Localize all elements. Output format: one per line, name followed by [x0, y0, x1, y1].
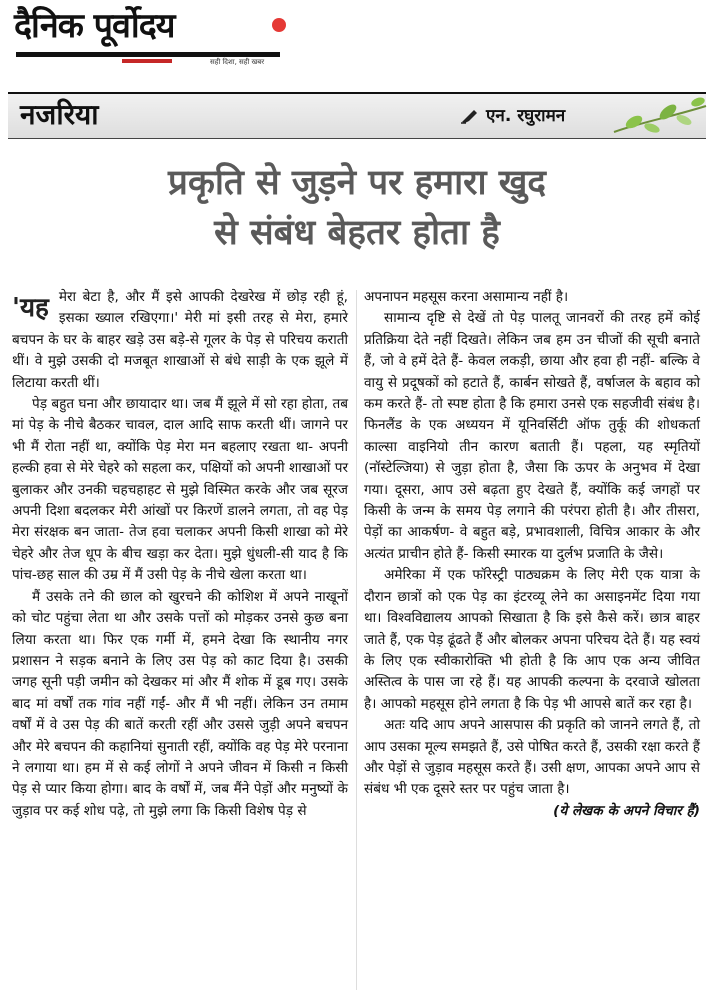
paragraph: अपनापन महसूस करना असामान्य नहीं है। [364, 289, 569, 305]
article-column-left [12, 287, 348, 822]
headline-line-1: प्रकृति से जुड़ने पर हमारा खुद [168, 162, 546, 203]
newspaper-brand: दैनिक पूर्वोदय [14, 6, 175, 46]
paragraph: पेड़ बहुत घना और छायादार था। जब मैं झूले में सो रहा होता, तब मां पेड़ के नीचे बैठकर चावल, दाल आदि साफ करती थीं। जागने पर भी मैं रोता नहीं था, क्योंकि पेड़ मेरा मन बहलाए रखता था- अपनी हल्की हवा से मेरे चेहरे को सहला कर, पक्षियों को अपनी शाखाओं पर बुलाकर और उनकी चहचहाहट से मुझे विस्मित करके और जब सूरज अपनी दिशा बदलकर मेरी आंखों पर किरणें डालने लगता, तो वह पेड़ मेरा संरक्षक बन जाता- तेज हवा चलाकर अपनी किसी शाखा को मेरे चेहरे और तेज धूप के बीच खड़ा कर देता। मुझे धुंधली-सी याद है कि पांच-छह साल की उम्र में मैं उसी पेड़ के नीचे खेला करता था। [12, 396, 348, 584]
article-column-right [364, 287, 700, 822]
column-divider [356, 290, 357, 990]
paragraph: 'यह मेरा बेटा है, और मैं इसे आपकी देखरेख में छोड़ रही हूं, इसका ख्याल रखिएगा।' मेरी मां इसी तरह से मेरा, हमारे बचपन के घर के बाहर खड़े उस बड़े-से गूलर के पेड़ से परिचय कराती थीं। वे मुझे उसकी दो मजबूत शाखाओं से बंधे साड़ी के एक झूले में लिटाया करती थीं। [12, 289, 348, 391]
paragraph: सामान्य दृष्टि से देखें तो पेड़ पालतू जानवरों की तरह हमें कोई प्रतिक्रिया देते नहीं दिखते। लेकिन जब हम उन चीजों की सूची बनाते हैं, जो वे हमें देते हैं- केवल लकड़ी, छाया और हवा ही नहीं- बल्कि वे वायु से प्रदूषकों को हटाते हैं, कार्बन सोखते हैं, वर्षाजल के बहाव को कम करते हैं- तो स्पष्ट होता है कि हमारा उनसे एक सहजीवी संबंध है। फिनलैंड के एक अध्ययन में यूनिवर्सिटी ऑफ तुर्कू की शोधकर्ता काल्सा वाइनियो तीन कारण बताती हैं। पहला, यह स्मृतियों (नॉस्टेल्जिया) से जुड़ा होता है, जैसा कि ऊपर के अनुभव में देखा गया। दूसरा, आप उसे बढ़ता हुए देखते हैं, क्योंकि कई जगहों पर किसी के जन्म के समय पेड़ लगाने की परंपरा होती है। और तीसरा, पेड़ों का आकर्षण- वे बहुत बड़े, प्रभावशाली, विचित्र आकार के और अत्यंत प्राचीन होते हैं- किसी स्मारक या दुर्लभ प्रजाति के जैसे। [364, 310, 700, 562]
brand-dot-icon [272, 18, 286, 32]
paragraph: मैं उसके तने की छाल को खुरचने की कोशिश में अपने नाखूनों को चोट पहुंचा लेता था और उसके पत्तों को मोड़कर उनसे कुछ बना लिया करता था। फिर एक गर्मी में, हमने देखा कि स्थानीय नगर प्रशासन ने सड़क बनाने के लिए उस पेड़ को काट दिया है। उसकी जगह सूनी पड़ी जमीन को देखकर मां और मैं शोक में डूब गए। उसके बाद मां वर्षों तक गांव नहीं गईं- और मैं भी नहीं। लेकिन उन तमाम वर्षों में वे उस पेड़ की बातें करती रहीं और उससे जुड़ी अपने बचपन और मेरे बचपन की कहानियां सुनाती रहीं, क्योंकि वह पेड़ मेरे परनाना ने लगाया था। हम में से कई लोगों ने अपने जीवन में किसी न किसी पेड़ से प्यार किया होगा। बाद के वर्षों में, जब मैंने पेड़ों और मनुष्यों के जुड़ाव पर कई शोध पढ़े, तो मुझे लगा कि किसी विशेष पेड़ से [12, 588, 348, 819]
brand-red-strip [122, 59, 172, 63]
paragraph: अतः यदि आप अपने आसपास की प्रकृति को जानने लगते हैं, तो आप उसका मूल्य समझते हैं, उसे पोषित करते हैं, उसकी रक्षा करते हैं और पेड़ों से जुड़ाव महसूस करते हैं। उसी क्षण, आपका अपने आप से संबंध भी एक दूसरे स्तर पर पहुंच जाता है। [364, 717, 700, 798]
headline-line-2: से संबंध बेहतर होता है [214, 212, 500, 253]
author-disclaimer: (ये लेखक के अपने विचार हैं) [553, 802, 700, 819]
paragraph: अमेरिका में एक फॉरेस्ट्री पाठ्यक्रम के लिए मेरी एक यात्रा के दौरान छात्रों को एक पेड़ का इंटरव्यू लेने का असाइनमेंट दिया गया था। विश्वविद्यालय आपको सिखाता है कि इसे कैसे करें। छात्र बाहर जाते हैं, एक पेड़ ढूंढते हैं और बोलकर अपना परिचय देते हैं। यह स्वयं के लिए एक स्वीकारोक्ति भी होती है कि आप एक अन्य जीवित अस्तित्व के पास जा रहे हैं। यह आपकी कल्पना के दरवाजे खोलता है। आपको महसूस होने लगता है कि पेड़ भी आपसे बातें कर रहा है। [364, 567, 700, 712]
section-label: नजरिया [20, 98, 99, 131]
article-headline [40, 158, 674, 258]
author-byline [460, 103, 565, 126]
drop-quote: 'यह [12, 293, 49, 323]
masthead [14, 6, 284, 70]
brand-tagline: सही दिशा, सही खबर [210, 58, 265, 66]
brand-underline [16, 52, 280, 57]
section-header-bar [8, 92, 706, 139]
leaves-art-icon [612, 92, 708, 138]
author-name: एन. रघुरामन [486, 106, 566, 126]
pen-icon [460, 108, 480, 124]
